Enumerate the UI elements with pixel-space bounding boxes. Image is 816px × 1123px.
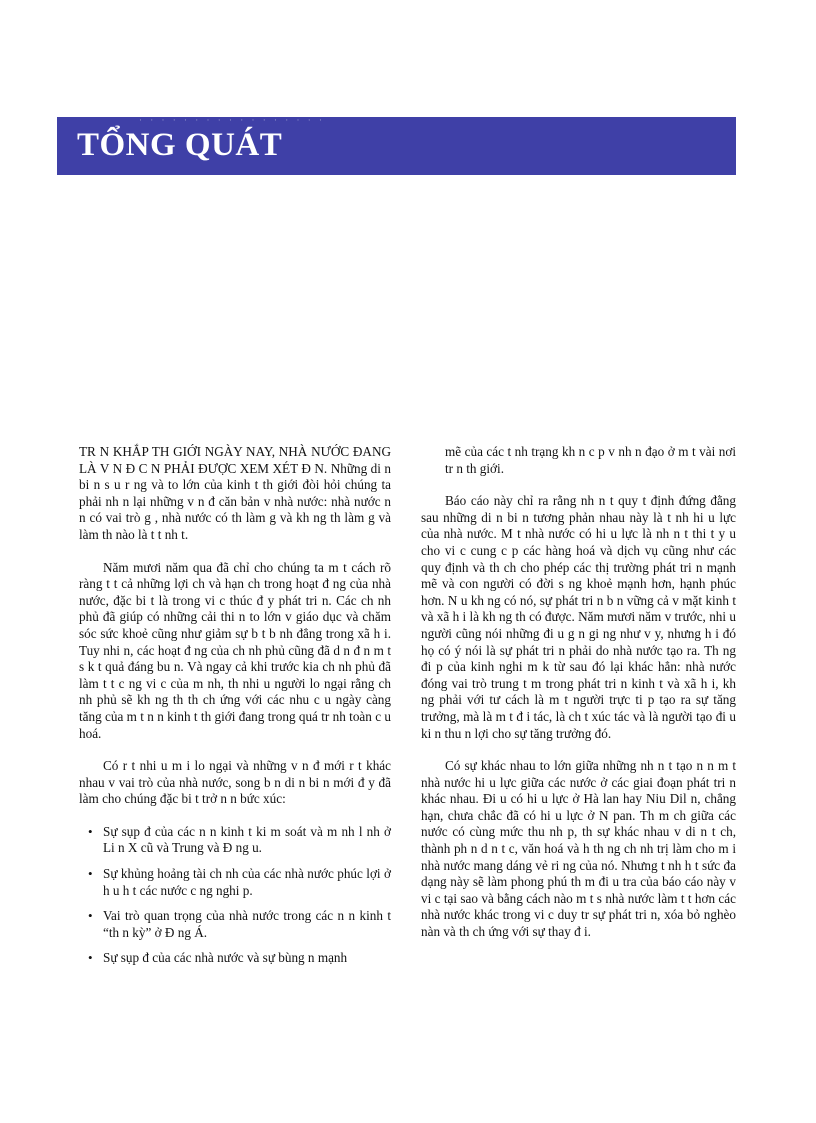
left-text-column [79, 444, 391, 976]
page-title: TỔNG QUÁT [77, 127, 283, 163]
bullet-icon: • [88, 823, 93, 839]
body-paragraph: Có sự khác nhau to lớn giữa những nh n t tạo n n m t nhà nước hi u lực giữa các nước ở các giai đoạn phát tri n khác nhau. Đi u có hi u lực ở Hà lan hay Niu Dil n, chẳng hạn, chưa chắc đã có hi u lực ở N pan. Th m ch giữa các nước có cùng mức thu nh p, th sự khác nhau v di n t ch, thành ph n d n t c, văn hoá và h th ng ch nh trị làm cho m i nhà nước mang dáng vẻ ri ng của nó. Nhưng t nh h t sức đa dạng này sẽ làm phong phú th m đi u tra của báo cáo này v vi c tại sao và bằng cách nào m t s nhà nước làm t t hơn các nhà nước khác trong vi c duy tr sự phát tri n, xóa bỏ nghèo nàn và th ch ứng với sự thay đ i. [421, 758, 736, 940]
bullet-list [79, 824, 391, 967]
bullet-icon: • [88, 866, 93, 882]
right-text-column [421, 444, 736, 957]
body-paragraph: Có r t nhi u m i lo ngại và những v n đ mới r t khác nhau v vai trò của nhà nước, song b n di n bi n mới đ y đã làm cho chúng đặc bi t trở n n bức xúc: [79, 758, 391, 807]
list-item: • Vai trò quan trọng của nhà nước trong các n n kinh t “th n kỳ” ở Đ ng Á. [88, 908, 391, 940]
list-item: • Sự khủng hoảng tài ch nh của các nhà nước phúc lợi ở h u h t các nước c ng nghi p. [88, 866, 391, 898]
banner-faint-text: · · · · · · · · · · · · · · · · · [139, 115, 325, 125]
title-banner [57, 117, 736, 175]
bullet-icon: • [88, 950, 93, 966]
bullet-icon: • [88, 908, 93, 924]
list-item: • Sự sụp đ của các nhà nước và sự bùng n mạnh [88, 950, 348, 966]
body-paragraph: Năm mươi năm qua đã chỉ cho chúng ta m t cách rõ ràng t t cả những lợi ch và hạn ch trong hoạt đ ng của nhà nước, đặc bi t là trong vi c thúc đ y phát tri n. Các ch nh phủ đã giúp có những cải thi n to lớn v giáo dục và chăm sóc sức khoẻ cũng như giảm sự b t b nh đẳng trong xã h i. Tuy nhi n, các hoạt đ ng của ch nh phủ cũng đã d n đ n m t s k t quả đáng bu n. Và ngay cả khi trước kia ch nh phủ đã làm t t c ng vi c của m nh, th nhi u người lo ngại rằng ch nh phủ sẽ kh ng th th ch ứng với các nhu c u ngày càng tăng của m t n n kinh t th giới đang trong quá tr nh toàn c u hoá. [79, 559, 391, 741]
list-item: • Sự sụp đ của các n n kinh t ki m soát và m nh l nh ở Li n X cũ và Trung và Đ ng u. [88, 823, 391, 856]
continued-paragraph: mẽ của các t nh trạng kh n c p v nh n đạo ở m t vài nơi tr n th giới. [445, 444, 736, 476]
intro-paragraph: TR N KHẮP TH GIỚI NGÀY NAY, NHÀ NƯỚC ĐANG LÀ V N Đ C N PHẢI ĐƯỢC XEM XÉT Đ N. Những di n bi n s u r ng và to lớn của kinh t th giới đòi hỏi chúng ta phải nh n lại những v n đ căn bản v nhà nước: nhà nước n n có vai trò g , nhà nước có th làm g và kh ng th làm g và làm th nào là t t nh t. [79, 444, 391, 542]
body-paragraph: Báo cáo này chỉ ra rằng nh n t quy t định đứng đằng sau những di n bi n tương phản nhau này là t nh hi u lực của nhà nước. M t nhà nước có hi u lực là nh n t thi t y u cho vi c cung c p các hàng hoá và dịch vụ cũng như các quy định và th ch cho phép các thị trường phát tri n mạnh mẽ và con người có đời s ng khoẻ mạnh hơn, hạnh phúc hơn. N u kh ng có nó, sự phát tri n b n vững cả v mặt kinh t và xã h i là kh ng th có được. Năm mươi năm v trước, nhi u người cũng nói những đi u g n gi ng như v y, nhưng h i đó họ có ý nói là sự phát tri n phải do nhà nước tạo ra. Th ng đi p của kinh nghi m k từ sau đó lại khác hẳn: nhà nước đóng vai trò trung t m trong phát tri n kinh t và xã h i, kh ng phải với tư cách là m t người trực ti p tạo ra sự tăng trưởng, mà là m t đ i tác, là ch t xúc tác và là người tạo đi u ki n thu n lợi cho sự tăng trưởng đó. [421, 493, 736, 741]
